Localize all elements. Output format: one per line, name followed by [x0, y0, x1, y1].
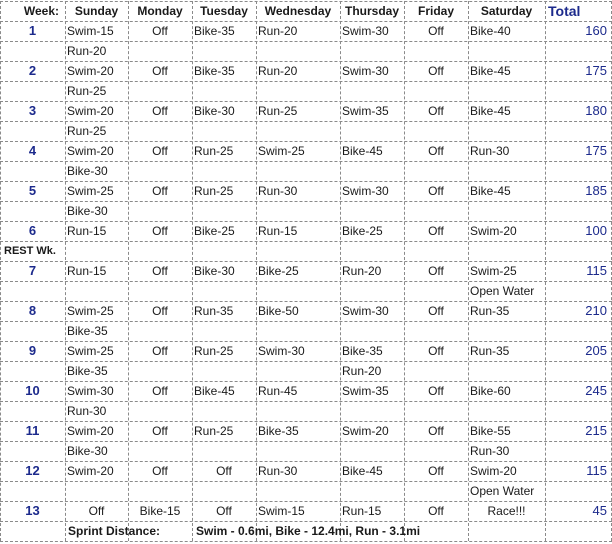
- sunday-activity: Bike-30: [67, 164, 108, 178]
- sunday-activity: Off: [88, 504, 105, 518]
- sunday-activity: Swim-20: [67, 464, 114, 478]
- monday-activity: Off: [152, 104, 168, 118]
- thursday-activity: Swim-30: [342, 24, 389, 38]
- week-total: 245: [585, 383, 607, 398]
- header-wednesday: Wednesday: [264, 4, 332, 18]
- thursday-activity: Run-20: [342, 264, 382, 278]
- week-number: 8: [28, 303, 37, 318]
- wednesday-activity: Bike-25: [258, 264, 299, 278]
- friday-activity: Off: [428, 264, 444, 278]
- thursday-activity: Swim-20: [342, 424, 389, 438]
- wednesday-activity: Run-45: [258, 384, 298, 398]
- week-total: 175: [585, 63, 607, 78]
- week-total: 160: [585, 23, 607, 38]
- monday-activity: Bike-15: [139, 504, 181, 518]
- week-number: 5: [28, 183, 37, 198]
- saturday-activity: Race!!!: [487, 504, 526, 518]
- sunday-activity: Bike-35: [67, 324, 108, 338]
- week-number: 9: [28, 343, 37, 358]
- week-number: 11: [25, 423, 40, 438]
- saturday-activity: Bike-45: [470, 104, 511, 118]
- sunday-activity: Swim-15: [67, 24, 114, 38]
- week-total: 100: [585, 223, 607, 238]
- week-total: 205: [585, 343, 607, 358]
- sunday-activity: Swim-20: [67, 144, 114, 158]
- thursday-activity: Swim-30: [342, 64, 389, 78]
- tuesday-activity: Bike-30: [194, 104, 235, 118]
- monday-activity: Off: [152, 184, 168, 198]
- friday-activity: Off: [428, 144, 444, 158]
- saturday-activity: Open Water: [470, 484, 535, 498]
- header-friday: Friday: [417, 4, 454, 18]
- saturday-activity: Swim-25: [470, 264, 517, 278]
- sunday-activity: Bike-30: [67, 204, 108, 218]
- tuesday-activity: Run-25: [194, 424, 234, 438]
- sunday-activity: Swim-20: [67, 104, 114, 118]
- sunday-activity: Swim-25: [67, 304, 114, 318]
- wednesday-activity: Run-30: [258, 464, 298, 478]
- sunday-activity: Run-30: [67, 404, 107, 418]
- tuesday-activity: Run-25: [194, 344, 234, 358]
- wednesday-activity: Run-30: [258, 184, 298, 198]
- footer-label: Sprint Distance:: [68, 524, 161, 538]
- thursday-activity: Bike-45: [342, 144, 383, 158]
- saturday-activity: Bike-45: [470, 64, 511, 78]
- footer-distance-text: Swim - 0.6mi, Bike - 12.4mi, Run - 3.1mi: [196, 524, 421, 538]
- thursday-activity: Run-15: [342, 504, 382, 518]
- sunday-activity: Swim-30: [67, 384, 114, 398]
- grid-line-horizontal: [0, 541, 612, 542]
- week-total: 185: [585, 183, 607, 198]
- sunday-activity: Swim-20: [67, 64, 114, 78]
- grid-line-horizontal: [0, 241, 612, 242]
- saturday-activity: Swim-20: [470, 464, 517, 478]
- thursday-activity: Swim-30: [342, 184, 389, 198]
- sunday-activity: Run-25: [67, 84, 107, 98]
- thursday-activity: Bike-35: [342, 344, 383, 358]
- wednesday-activity: Bike-35: [258, 424, 299, 438]
- tuesday-activity: Run-25: [194, 184, 234, 198]
- header-week: Week:: [23, 4, 59, 18]
- monday-activity: Off: [152, 424, 168, 438]
- sunday-activity: Bike-30: [67, 444, 108, 458]
- tuesday-activity: Run-35: [194, 304, 234, 318]
- saturday-activity: Open Water: [470, 284, 535, 298]
- week-number: 3: [28, 103, 37, 118]
- saturday-activity: Swim-20: [470, 224, 517, 238]
- tuesday-activity: Bike-25: [194, 224, 235, 238]
- saturday-activity: Bike-55: [470, 424, 511, 438]
- header-sunday: Sunday: [74, 4, 119, 18]
- sunday-activity: Swim-25: [67, 184, 114, 198]
- week-number: 2: [28, 63, 37, 78]
- sunday-activity: Bike-35: [67, 364, 108, 378]
- tuesday-activity: Bike-45: [194, 384, 235, 398]
- week-total: 215: [585, 423, 607, 438]
- wednesday-activity: Run-15: [258, 224, 298, 238]
- monday-activity: Off: [152, 224, 168, 238]
- header-tuesday: Tuesday: [200, 4, 248, 18]
- friday-activity: Off: [428, 384, 444, 398]
- friday-activity: Off: [428, 504, 444, 518]
- thursday-activity: Swim-35: [342, 104, 389, 118]
- monday-activity: Off: [152, 464, 168, 478]
- header-thursday: Thursday: [344, 4, 399, 18]
- friday-activity: Off: [428, 304, 444, 318]
- tuesday-activity: Bike-30: [194, 264, 235, 278]
- week-number: 4: [28, 143, 37, 158]
- thursday-activity: Bike-45: [342, 464, 383, 478]
- monday-activity: Off: [152, 384, 168, 398]
- friday-activity: Off: [428, 64, 444, 78]
- wednesday-activity: Swim-30: [258, 344, 305, 358]
- week-total: 180: [585, 103, 607, 118]
- saturday-activity: Bike-40: [470, 24, 511, 38]
- sunday-activity: Swim-20: [67, 424, 114, 438]
- sunday-activity: Run-15: [67, 224, 107, 238]
- wednesday-activity: Bike-50: [258, 304, 299, 318]
- week-total: 115: [586, 463, 607, 478]
- week-number: 10: [25, 383, 40, 398]
- wednesday-activity: Run-25: [258, 104, 298, 118]
- wednesday-activity: Swim-15: [258, 504, 305, 518]
- friday-activity: Off: [428, 344, 444, 358]
- monday-activity: Off: [152, 344, 168, 358]
- monday-activity: Off: [152, 264, 168, 278]
- week-total: 115: [586, 263, 607, 278]
- tuesday-activity: Run-25: [194, 144, 234, 158]
- sunday-activity: Run-20: [67, 44, 107, 58]
- week-number: 12: [25, 463, 40, 478]
- thursday-activity: Bike-25: [342, 224, 383, 238]
- friday-activity: Off: [428, 424, 444, 438]
- week-label: REST Wk.: [4, 245, 56, 257]
- week-number: 13: [25, 503, 40, 518]
- monday-activity: Off: [152, 304, 168, 318]
- friday-activity: Off: [428, 104, 444, 118]
- week-number: 7: [28, 263, 37, 278]
- tuesday-activity: Off: [216, 504, 232, 518]
- sunday-activity: Swim-25: [67, 344, 114, 358]
- thursday-activity: Run-20: [342, 364, 382, 378]
- saturday-activity: Run-35: [470, 344, 510, 358]
- saturday-activity: Run-30: [470, 444, 510, 458]
- monday-activity: Off: [152, 64, 168, 78]
- tuesday-activity: Off: [216, 464, 232, 478]
- monday-activity: Off: [152, 144, 168, 158]
- tuesday-activity: Bike-35: [194, 24, 235, 38]
- saturday-activity: Run-35: [470, 304, 510, 318]
- friday-activity: Off: [428, 184, 444, 198]
- header-total: Total: [548, 3, 581, 19]
- sunday-activity: Run-25: [67, 124, 107, 138]
- sunday-activity: Run-15: [67, 264, 107, 278]
- monday-activity: Off: [152, 24, 168, 38]
- week-total: 175: [585, 143, 607, 158]
- week-number: 6: [28, 223, 37, 238]
- header-saturday: Saturday: [480, 4, 533, 18]
- thursday-activity: Swim-30: [342, 304, 389, 318]
- wednesday-activity: Run-20: [258, 64, 298, 78]
- saturday-activity: Run-30: [470, 144, 510, 158]
- wednesday-activity: Run-20: [258, 24, 298, 38]
- wednesday-activity: Swim-25: [258, 144, 305, 158]
- friday-activity: Off: [428, 24, 444, 38]
- tuesday-activity: Bike-35: [194, 64, 235, 78]
- thursday-activity: Swim-35: [342, 384, 389, 398]
- friday-activity: Off: [428, 464, 444, 478]
- saturday-activity: Bike-60: [470, 384, 511, 398]
- header-monday: Monday: [137, 4, 183, 18]
- week-total: 210: [585, 303, 607, 318]
- week-number: 1: [28, 23, 37, 38]
- week-total: 45: [592, 503, 607, 518]
- friday-activity: Off: [428, 224, 444, 238]
- saturday-activity: Bike-45: [470, 184, 511, 198]
